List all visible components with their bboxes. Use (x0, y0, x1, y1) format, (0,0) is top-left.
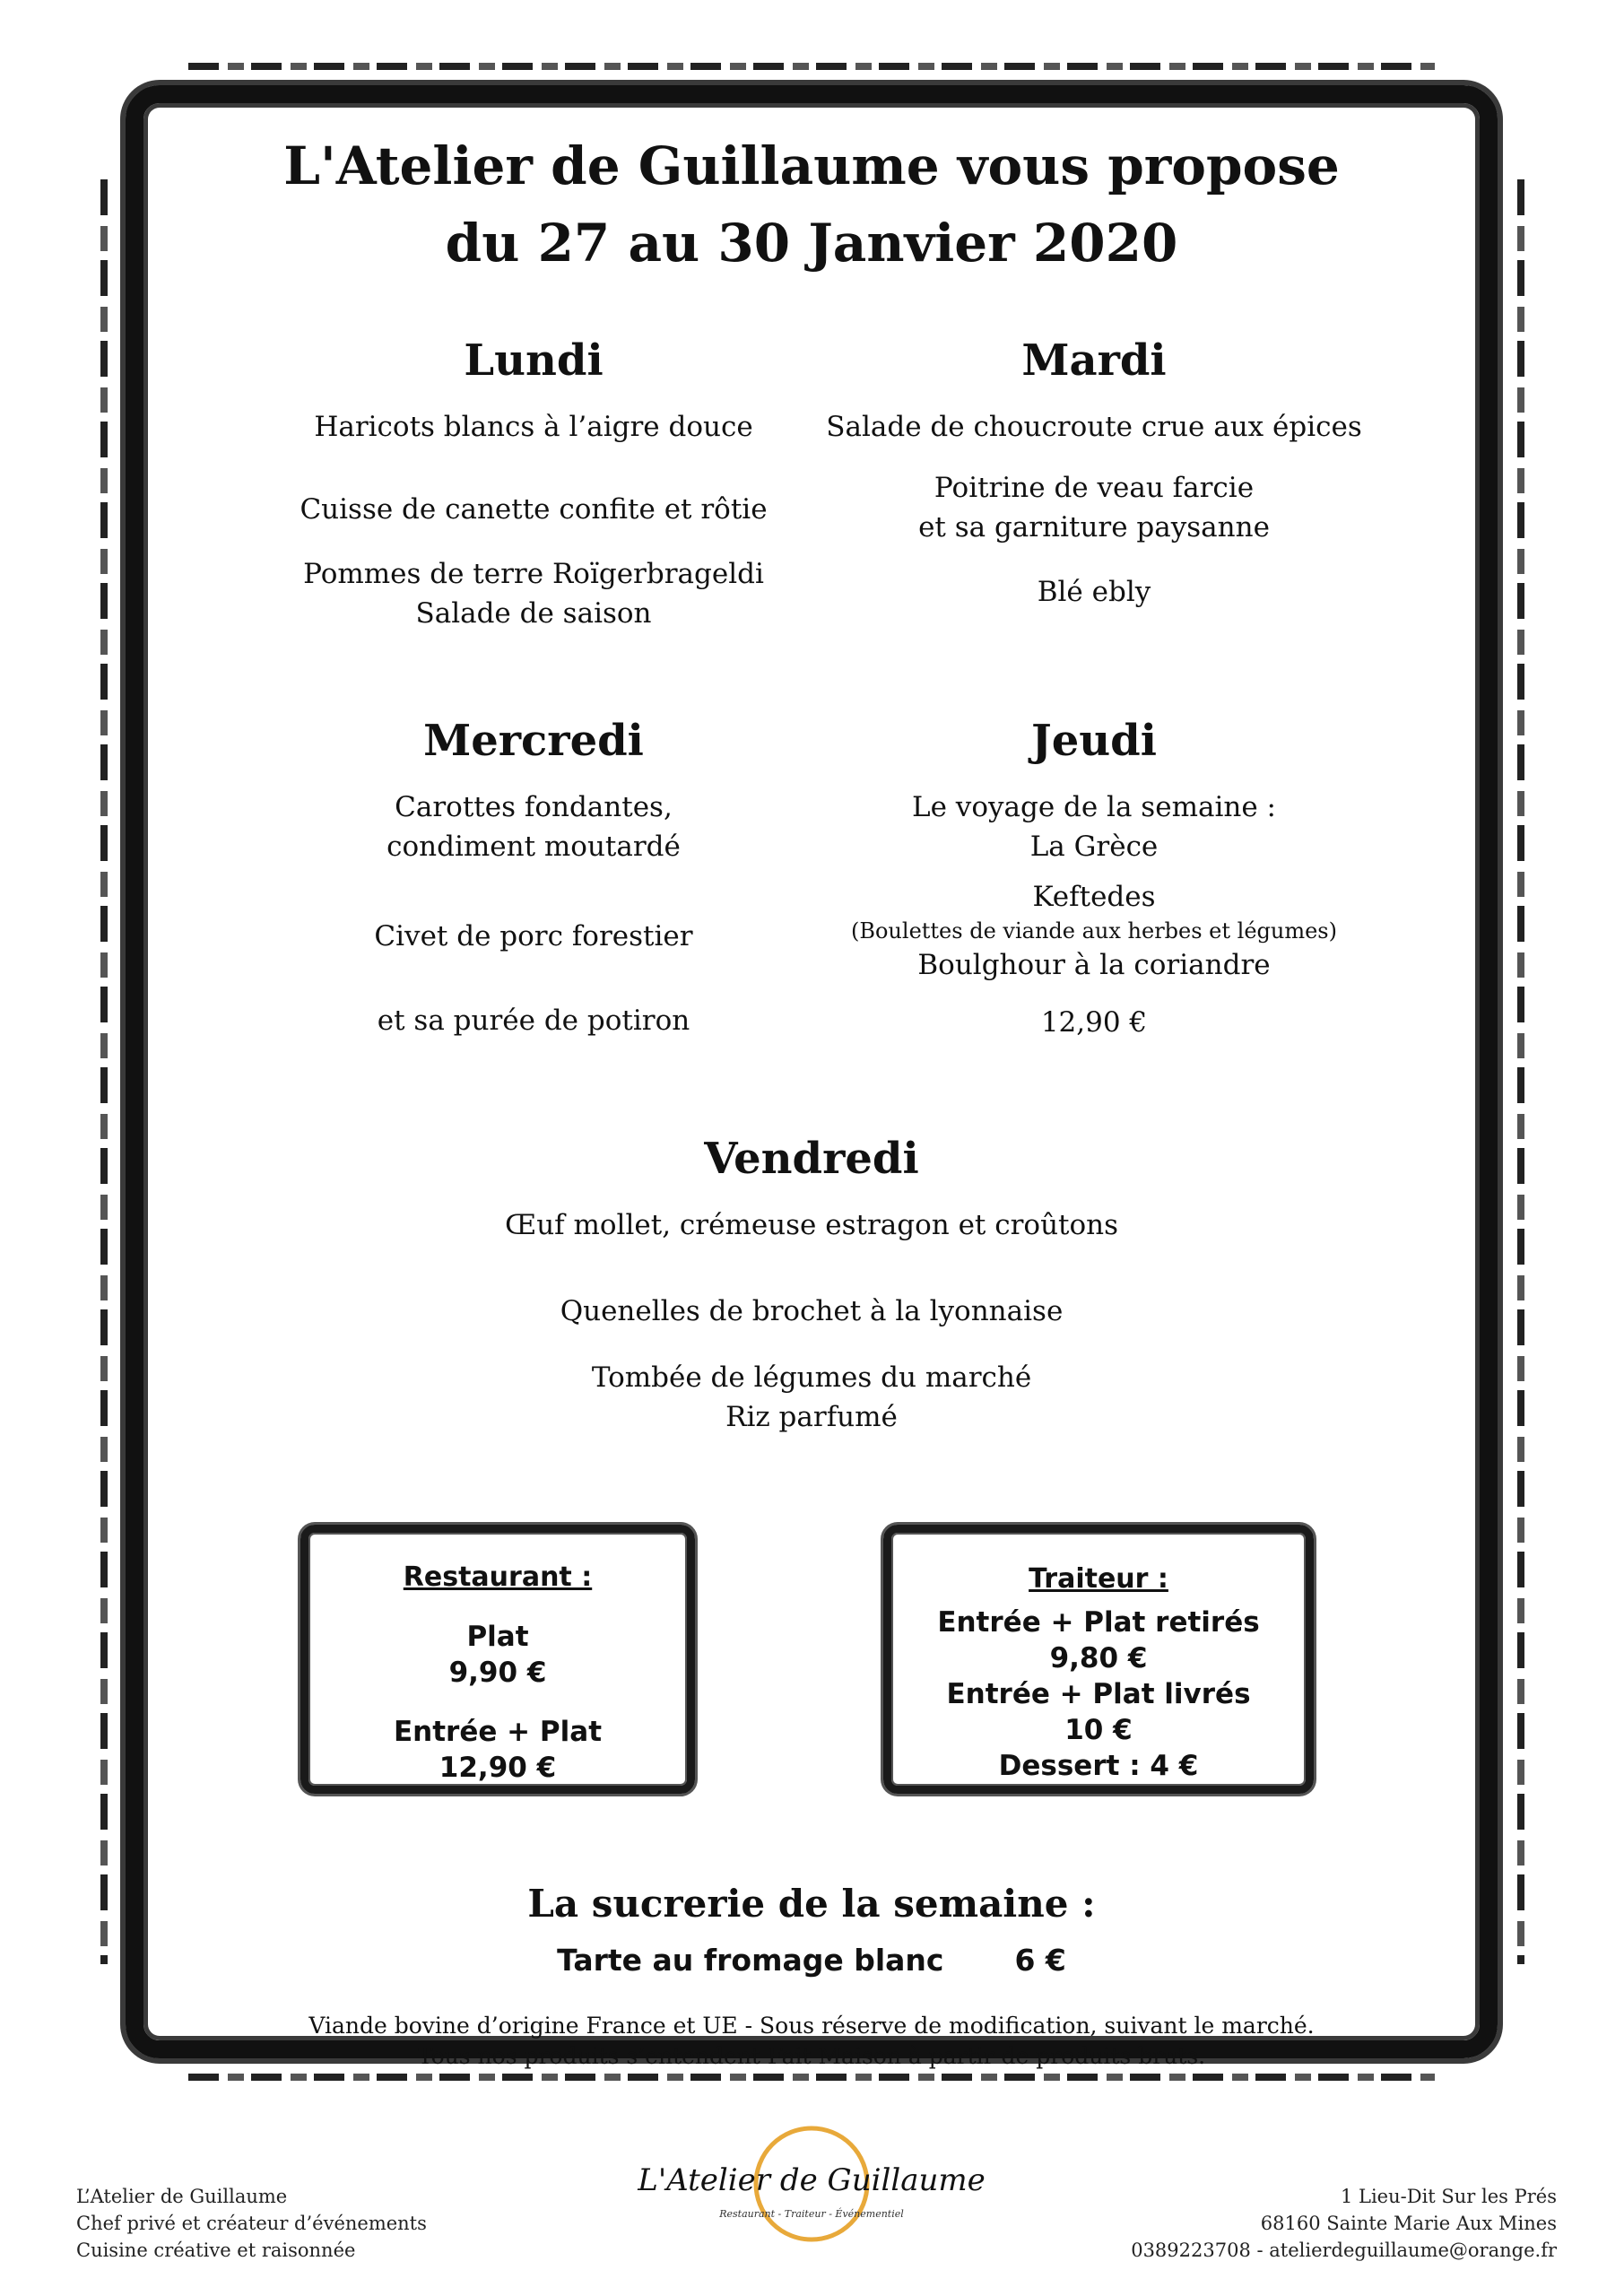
dish-item: La Grèce (1029, 831, 1159, 863)
dish-item: Boulghour à la coriandre (917, 949, 1271, 981)
price-line: Plat (466, 1621, 529, 1653)
price-line: 9,90 € (448, 1657, 547, 1689)
footer-left-line: Cuisine créative et raisonnée (76, 2239, 356, 2261)
title-line-1: L'Atelier de Guillaume vous propose (283, 135, 1340, 196)
footer-left-line: L’Atelier de Guillaume (76, 2186, 288, 2207)
note-line-1: Viande bovine d’origine France et UE - Sous réserve de modification, suivant le marché. (308, 2013, 1315, 2039)
dish-item: Œuf mollet, crémeuse estragon et croûtons (504, 1209, 1119, 1241)
sweet-line (359, 1941, 1264, 1980)
day-jeudi (816, 714, 1372, 1042)
day-name: Vendredi (704, 1134, 919, 1184)
day-name: Lundi (464, 335, 604, 386)
price-line: 10 € (1064, 1714, 1133, 1746)
footer-left-line: Chef privé et créateur d’événements (76, 2213, 427, 2234)
dish-item: Cuisse de canette confite et rôtie (300, 493, 768, 526)
atelier-logo (638, 2117, 986, 2260)
dish-item: Civet de porc forestier (374, 920, 693, 952)
day-vendredi (341, 1132, 1282, 1437)
day-lundi (278, 334, 789, 633)
dish-item: Poitrine de veau farcie (934, 472, 1255, 504)
footer-right (1131, 2183, 1557, 2264)
restaurant-price-box (300, 1525, 695, 1794)
price-line: Entrée + Plat livrés (946, 1678, 1251, 1710)
logo-subtext: Restaurant - Traiteur - Événementiel (719, 2208, 904, 2220)
sweet-title: La sucrerie de la semaine : (527, 1882, 1096, 1926)
dish-item: et sa purée de potiron (377, 1004, 690, 1037)
dish-item: et sa garniture paysanne (918, 511, 1270, 544)
footer-right-line: 1 Lieu-Dit Sur les Prés (1340, 2186, 1557, 2207)
page-title (269, 127, 1354, 282)
frame-edge-bottom (188, 2074, 1435, 2081)
day-name: Mardi (1021, 335, 1167, 386)
dish-note: (Boulettes de viande aux herbes et légumes) (850, 918, 1337, 944)
price-line: 9,80 € (1049, 1642, 1148, 1674)
frame-edge-left (100, 179, 108, 1964)
price-line: Entrée + Plat retirés (937, 1606, 1260, 1639)
dish-item: Salade de saison (415, 597, 652, 630)
dish-item: Keftedes (1032, 881, 1156, 913)
box-title: Traiteur : (1029, 1563, 1168, 1595)
dish-item: Le voyage de la semaine : (912, 791, 1276, 823)
box-title: Restaurant : (403, 1561, 593, 1593)
title-line-2: du 27 au 30 Janvier 2020 (445, 213, 1178, 274)
note-line-2: Tous nos produits s’entendent Fait Maison à partir de produits bruts. (417, 2043, 1206, 2069)
traiteur-price-box (883, 1525, 1314, 1794)
dish-item: Pommes de terre Roïgerbrageldi (303, 558, 764, 590)
footer-right-line: 68160 Sainte Marie Aux Mines (1260, 2213, 1557, 2234)
dish-item: Haricots blancs à l’aigre douce (314, 411, 753, 443)
dish-item: Carottes fondantes, (395, 791, 673, 823)
frame-edge-top (188, 63, 1435, 70)
footer-left (76, 2183, 427, 2264)
day-name: Mercredi (423, 716, 644, 766)
dish-item: Blé ebly (1037, 576, 1151, 608)
dish-item: condiment moutardé (386, 831, 681, 863)
sweet-item: Tarte au fromage blanc (557, 1943, 944, 1978)
day-name: Jeudi (1031, 716, 1157, 766)
logo-text: L'Atelier de Guillaume (638, 2162, 986, 2198)
dish-item: Tombée de légumes du marché (591, 1361, 1032, 1394)
price-line: 12,90 € (439, 1752, 557, 1784)
day-mercredi (278, 714, 789, 1040)
sweet-price: 6 € (1014, 1943, 1066, 1978)
price-line: Dessert : 4 € (998, 1750, 1199, 1782)
dish-item: Quenelles de brochet à la lyonnaise (560, 1295, 1064, 1327)
frame-edge-right (1517, 179, 1524, 1964)
dish-item: Salade de choucroute crue aux épices (826, 411, 1362, 443)
footer-right-line: 0389223708 - atelierdeguillaume@orange.fr (1131, 2239, 1557, 2261)
dish-price: 12,90 € (1040, 1006, 1148, 1039)
price-line: Entrée + Plat (393, 1716, 603, 1748)
dish-item: Riz parfumé (725, 1401, 898, 1433)
day-mardi (816, 334, 1372, 612)
